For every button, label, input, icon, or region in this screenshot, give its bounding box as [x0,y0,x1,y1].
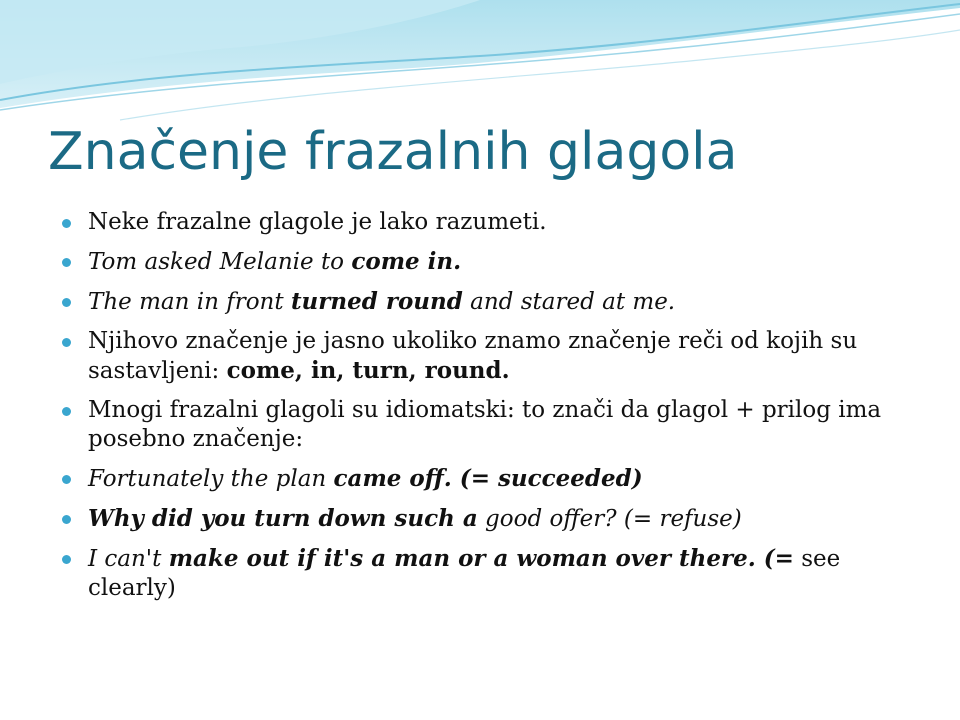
bullet-item [62,327,912,386]
phrasal-verb: turned round [290,288,463,315]
bullet-dot-icon [62,298,71,307]
bullet-dot-icon [62,475,71,484]
phrasal-verb: make out if it's a man or a woman over there. (= [168,545,794,572]
phrasal-verb: came off. (= succeeded) [333,465,643,492]
bullet-text: Mnogi frazalni glagoli su idiomatski: to znači da glagol + prilog ima posebno značenje: [88,397,882,452]
example-sentence: Fortunately the plan [88,466,334,492]
slide-title: Značenje frazalnih glagola [48,122,738,182]
phrasal-verb: Why did you turn down such a [88,505,478,532]
bullet-item [62,544,912,603]
bullet-list [62,208,912,613]
bullet-item [62,287,912,317]
bullet-dot-icon [62,219,71,228]
bullet-dot-icon [62,338,71,347]
bullet-text: Neke frazalne glagole je lako razumeti. [88,209,547,235]
example-sentence: see clearly) [88,546,841,601]
bullet-item [62,464,912,494]
phrasal-verb: come in. [351,248,462,275]
bullet-dot-icon [62,258,71,267]
bullet-dot-icon [62,515,71,524]
bullet-item [62,208,912,237]
bullet-dot-icon [62,555,71,564]
bullet-item [62,247,912,277]
example-sentence: good offer? (= refuse) [477,506,742,532]
bullet-item [62,396,912,454]
bullet-item [62,504,912,534]
bullet-dot-icon [62,407,71,416]
header-wave-decoration [0,0,960,130]
word-list: come, in, turn, round. [226,357,510,384]
example-sentence: I can't [88,546,169,572]
example-sentence: Tom asked Melanie to [88,249,352,275]
example-sentence: and stared at me. [462,289,676,315]
example-sentence: The man in front [88,289,291,315]
bullet-text: Njihovo značenje je jasno ukoliko znamo značenje reči od kojih su sastavljeni: [88,328,858,384]
